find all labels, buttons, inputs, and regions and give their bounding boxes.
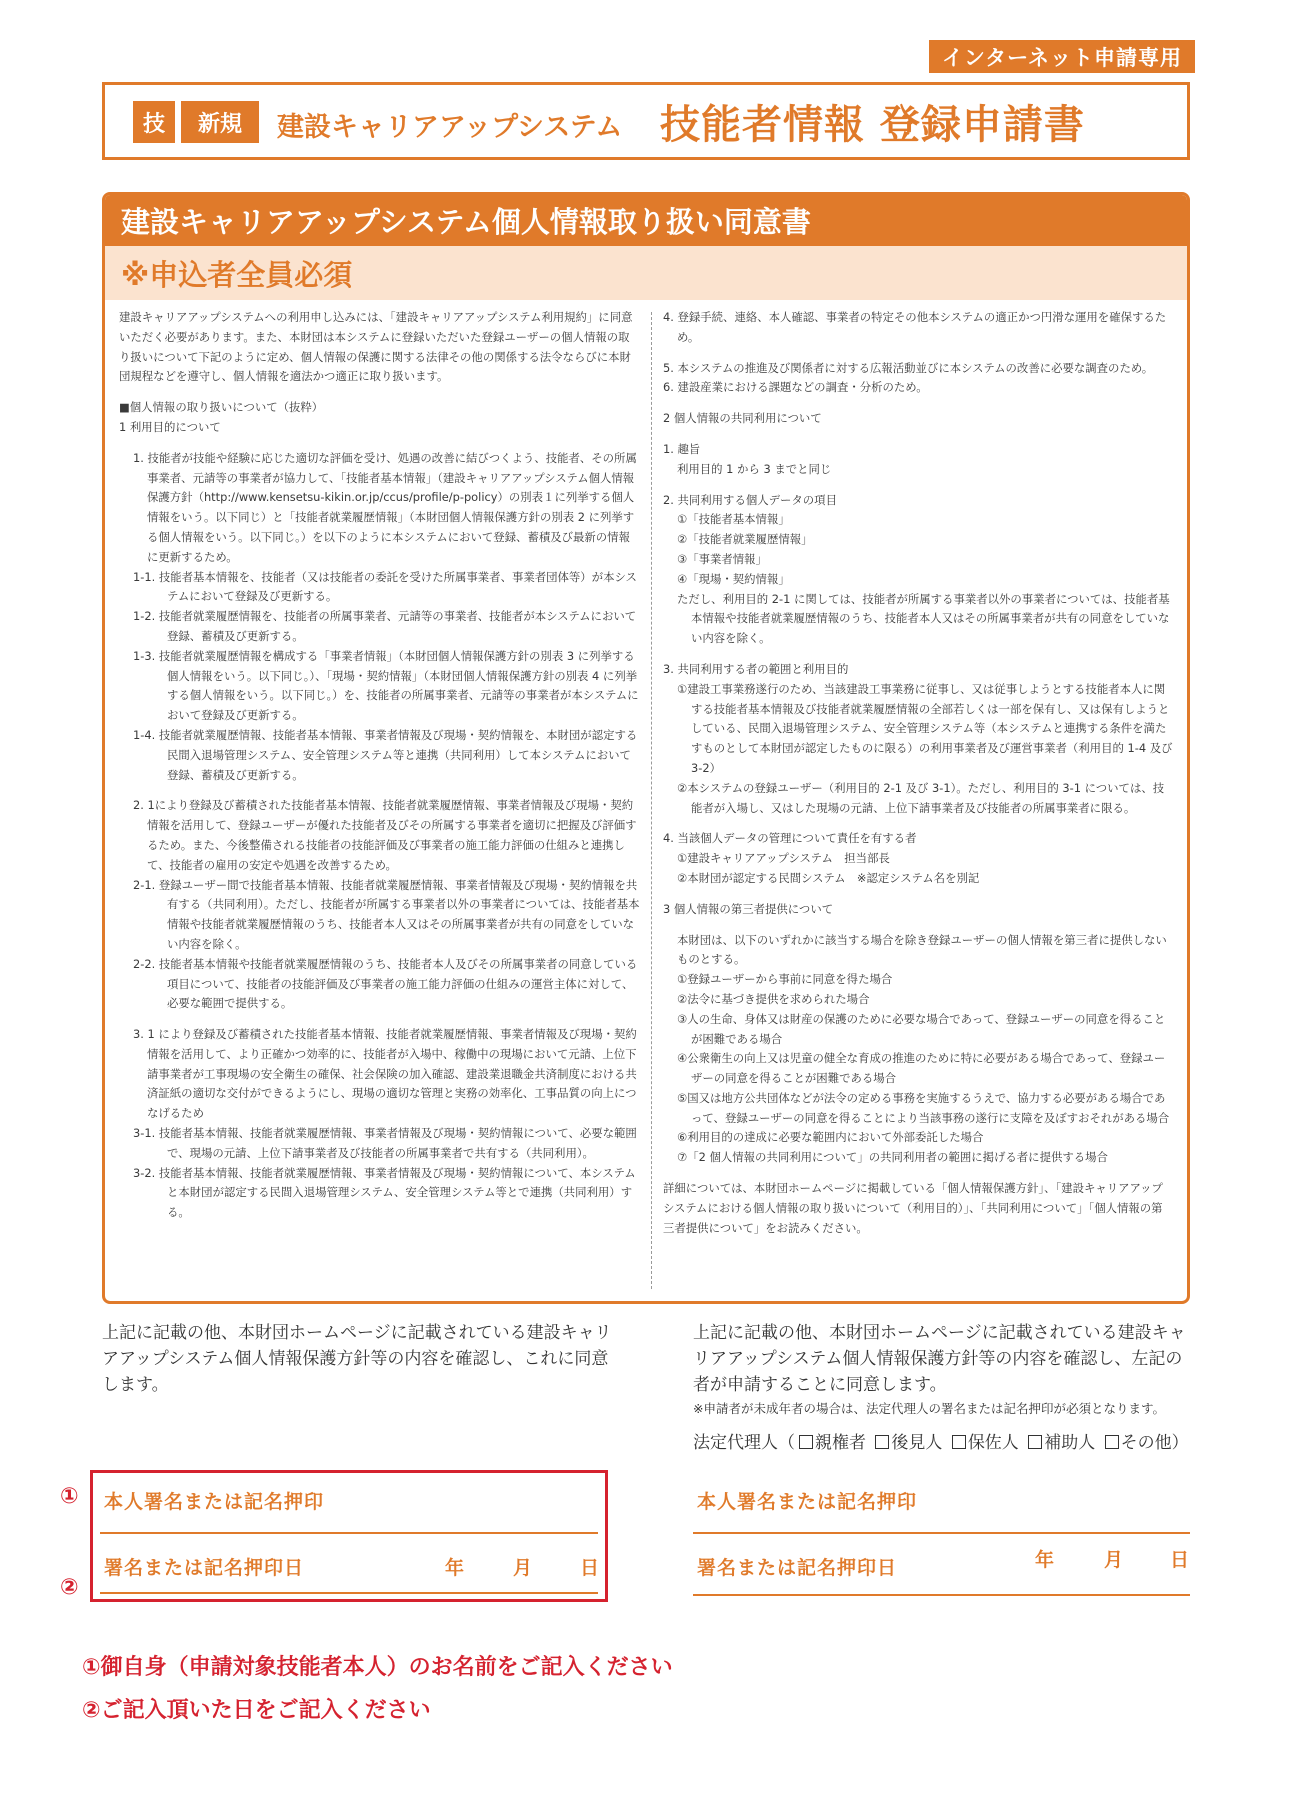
self-signature-line[interactable]: [100, 1532, 598, 1534]
paragraph-gap: [663, 480, 1173, 491]
new-badge: 新規: [181, 101, 259, 143]
paragraph-gap: [663, 1168, 1173, 1179]
guardian-option-other: その他）: [1120, 1433, 1189, 1453]
consent-paragraph: 3-1. 技能者基本情報、技能者就業履歴情報、事業者情報及び現場・契約情報について、必要な範囲で、現場の元請、上位下請事業者及び技能者の所属事業者で共有する（共同利用）。: [133, 1126, 637, 1160]
guardian-checkbox-curator[interactable]: [952, 1435, 966, 1449]
marker-2: ②: [60, 1575, 79, 1600]
guardian-checkbox-guardian[interactable]: [875, 1435, 889, 1449]
consent-paragraph: ①建設工事業務遂行のため、当該建設工事業務に従事し、又は従事しようとする技能者本人に関する技能者基本情報及び技能者就業履歴情報の全部若しくは一部を保有し、又は保有しようとしている、民間入退場管理システム、安全管理システム等（本システムと連携する条件を満たすものとして本財団が認定したものに限る）の利用事業者及び運営事業者（利用目的 1-4 及び 3-2）: [677, 681, 1173, 775]
consent-paragraph: 5. 本システムの推進及び関係者に対する広報活動並びに本システムの改善に必要な調査のため。: [663, 360, 1154, 375]
consent-paragraph: 1. 技能者が技能や経験に応じた適切な評価を受け、処遇の改善に結びつくよう、技能者、その所属事業者、元請等の事業者が協力して、「技能者基本情報」（建設キャリアアップシステム個人情報保護方針（http://www.kensetsu-kikin.or.jp/ccus/profile/p-policy）の別表１に列挙する個人情報をいう。以下同じ）と「技能者就業履歴情報」（本財団個人情報保護方針の別表 2 に列挙する個人情報をいう。以下同じ。）を以下のように本システムにおいて登録、蓄積及び最新の情報に更新するため。: [133, 450, 637, 564]
consent-body: [105, 300, 1187, 1301]
internet-only-tag: インターネット申請専用: [929, 40, 1195, 73]
paragraph-gap: [663, 818, 1173, 829]
self-date-label: 署名または記名押印日: [104, 1557, 305, 1579]
consent-paragraph: 2 個人情報の共同利用について: [663, 411, 822, 426]
consent-paragraph: ③人の生命、身体又は財産の保護のために必要な場合であって、登録ユーザーの同意を得ることが困難である場合: [677, 1011, 1166, 1046]
guardian-checkbox-other[interactable]: [1105, 1435, 1119, 1449]
skill-badge: 技: [133, 101, 175, 143]
paragraph-gap: [119, 387, 640, 398]
consent-paragraph: ②「技能者就業履歴情報」: [677, 532, 813, 547]
self-date-line[interactable]: [100, 1592, 598, 1594]
paragraph-gap: [119, 438, 640, 449]
consent-paragraph: 2. 共同利用する個人データの項目: [663, 492, 837, 507]
consent-paragraph: 2-2. 技能者基本情報や技能者就業履歴情報のうち、技能者本人及びその所属事業者の同意している項目について、技能者の技能評価及び事業者の施工能力評価の仕組みの運営主体に対して、必要な範囲で提供する。: [133, 956, 638, 1011]
consent-paragraph: 3 個人情報の第三者提供について: [663, 901, 834, 916]
consent-paragraph: ⑥利用目的の達成に必要な範囲内において外部委託した場合: [677, 1130, 984, 1145]
consent-subheading: ※申込者全員必須: [105, 246, 1187, 300]
paragraph-gap: [663, 920, 1173, 931]
system-name: 建設キャリアアップシステム: [277, 112, 623, 143]
paragraph-gap: [663, 429, 1173, 440]
guardian-label: 法定代理人（: [693, 1433, 795, 1453]
instruction-note-2: ②ご記入頂いた日をご記入ください: [82, 1698, 431, 1723]
guardian-option-parent: 親権者: [815, 1433, 866, 1453]
consent-paragraph: ④公衆衛生の向上又は児童の健全な育成の推進のために特に必要がある場合であって、登録ユーザーの同意を得ることが困難である場合: [677, 1051, 1166, 1086]
consent-right-column: [663, 308, 1173, 1238]
consent-paragraph: ①「技能者基本情報」: [677, 512, 790, 527]
column-divider: [651, 312, 652, 1289]
consent-paragraph: ④「現場・契約情報」: [677, 571, 790, 586]
consent-paragraph: 6. 建設産業における課題などの調査・分析のため。: [663, 380, 928, 395]
paragraph-gap: [663, 649, 1173, 660]
consent-paragraph: 1-3. 技能者就業履歴情報を構成する「事業者情報」（本財団個人情報保護方針の別表 3 に列挙する個人情報をいう。以下同じ。）、「現場・契約情報」（本財団個人情報保護方針の別表 4 に列挙する個人情報をいう。以下同じ。）を、技能者の所属事業者、元請等の事業者が本システムにおいて登録及び更新する。: [133, 648, 639, 723]
consent-paragraph: 3. 1 により登録及び蓄積された技能者基本情報、技能者就業履歴情報、事業者情報及び現場・契約情報を活用して、より正確かつ効率的に、技能者が入場中、稼働中の現場において元請、上位下請事業者が工事現場の安全衛生の確保、社会保険の加入確認、建設業退職金共済制度における共済証紙の適切な交付ができるようにし、現場の適切な管理と実務の効率化、工事品質の向上につなげるため: [133, 1027, 637, 1121]
guardian-date-line[interactable]: [693, 1594, 1190, 1596]
minor-note: ※申請者が未成年者の場合は、法定代理人の署名または記名押印が必須となります。: [693, 1401, 1165, 1416]
consent-heading: 建設キャリアアップシステム個人情報取り扱い同意書: [105, 195, 1187, 246]
marker-1: ①: [60, 1484, 79, 1509]
agreement-text-self: 上記に記載の他、本財団ホームページに記載されている建設キャリアアップシステム個人情報保護方針等の内容を確認し、これに同意します。: [102, 1323, 612, 1395]
consent-panel: [102, 192, 1190, 1304]
consent-paragraph: 本財団は、以下のいずれかに該当する場合を除き登録ユーザーの個人情報を第三者に提供しないものとする。: [677, 932, 1167, 967]
guardian-year-label: 年: [1035, 1549, 1055, 1571]
paragraph-gap: [663, 889, 1173, 900]
consent-paragraph: 3-2. 技能者基本情報、技能者就業履歴情報、事業者情報及び現場・契約情報について、本システムと本財団が認定する民間入退場管理システム、安全管理システム等とで連携（共同利用）する。: [133, 1165, 636, 1220]
consent-paragraph: 2-1. 登録ユーザー間で技能者基本情報、技能者就業履歴情報、事業者情報及び現場・契約情報を共有する（共同利用）。ただし、技能者が所属する事業者以外の事業者については、技能者基本情報や技能者就業履歴情報のうち、技能者本人又はその所属事業者が共有の同意をしていない内容を除く。: [133, 877, 640, 951]
consent-paragraph: 建設キャリアアップシステムへの利用申し込みには、「建設キャリアアップシステム利用規約」に同意いただく必要があります。また、本財団は本システムに登録いただいた登録ユーザーの個人情報の取り扱いについて下記のように定め、個人情報の保護に関する法律その他の関係する法令ならびに本財団規程などを遵守し、個人情報を適法かつ適正に取り扱います。: [119, 310, 633, 384]
instruction-note-1: ①御自身（申請対象技能者本人）のお名前をご記入ください: [82, 1655, 673, 1680]
self-year-label: 年: [445, 1557, 465, 1579]
consent-paragraph: ①登録ユーザーから事前に同意を得た場合: [677, 972, 893, 987]
consent-paragraph: 1-1. 技能者基本情報を、技能者（又は技能者の委託を受けた所属事業者、事業者団体等）が本システムにおいて登録及び更新する。: [133, 569, 637, 604]
consent-paragraph: ②本財団が認定する民間システム ※認定システム名を別記: [677, 870, 980, 885]
paragraph-gap: [663, 398, 1173, 409]
self-signature-label: 本人署名または記名押印: [104, 1491, 325, 1513]
consent-paragraph: ③「事業者情報」: [677, 551, 767, 566]
consent-paragraph: ②本システムの登録ユーザー（利用目的 2-1 及び 3-1）。ただし、利用目的 3-1 については、技能者が入場し、又はした現場の元請、上位下請事業者及び技能者の所属事業者に限る。: [677, 780, 1165, 815]
consent-paragraph: ⑤国又は地方公共団体などが法令の定める事務を実施するうえで、協力する必要がある場合であって、登録ユーザーの同意を得ることにより当該事務の遂行に支障を及ぼすおそれがある場合: [677, 1090, 1170, 1125]
self-day-label: 日: [580, 1557, 600, 1579]
guardian-date-label: 署名または記名押印日: [697, 1557, 898, 1579]
consent-paragraph: 1-2. 技能者就業履歴情報を、技能者の所属事業者、元請等の事業者、技能者が本システムにおいて登録、蓄積及び更新する。: [133, 609, 637, 643]
consent-paragraph: ②法令に基づき提供を求められた場合: [677, 991, 870, 1006]
title-box: [102, 82, 1190, 160]
paragraph-gap: [119, 1014, 640, 1025]
consent-left-column: [119, 308, 640, 1223]
consent-paragraph: 詳細については、本財団ホームページに掲載している「個人情報保護方針」、「建設キャリアアップシステムにおける個人情報の取り扱いについて（利用目的）」、「共同利用について」「個人情報の第三者提供について」をお読みください。: [663, 1181, 1163, 1235]
guardian-checkbox-assistant[interactable]: [1028, 1435, 1042, 1449]
consent-paragraph: ■個人情報の取り扱いについて（抜粋）: [119, 400, 324, 415]
consent-paragraph: 4. 登録手続、連絡、本人確認、事業者の特定その他本システムの適正かつ円滑な運用を確保するため。: [663, 310, 1167, 344]
guardian-day-label: 日: [1170, 1549, 1190, 1571]
guardian-options: [693, 1428, 1189, 1453]
guardian-month-label: 月: [1104, 1549, 1124, 1571]
consent-paragraph: 1 利用目的について: [119, 419, 221, 434]
consent-paragraph: ただし、利用目的 2-1 に関しては、技能者が所属する事業者以外の事業者については、技能者基本情報や技能者就業履歴情報のうち、技能者本人又はその所属事業者が共有の同意をしていない内容を除く。: [677, 591, 1170, 646]
guardian-option-guardian: 後見人: [891, 1433, 943, 1453]
consent-paragraph: ⑦「2 個人情報の共同利用について」の共同利用者の範囲に掲げる者に提供する場合: [677, 1150, 1108, 1165]
guardian-option-assistant: 補助人: [1044, 1433, 1096, 1453]
guardian-signature-line[interactable]: [693, 1532, 1190, 1534]
agreement-text-guardian: 上記に記載の他、本財団ホームページに記載されている建設キャリアアップシステム個人情報保護方針等の内容を確認し、左記の者が申請することに同意します。: [693, 1323, 1186, 1395]
consent-paragraph: 利用目的 1 から 3 までと同じ: [677, 461, 832, 476]
consent-paragraph: ①建設キャリアアップシステム 担当部長: [677, 851, 890, 866]
document-title: 技能者情報 登録申請書: [660, 102, 1085, 148]
consent-paragraph: 4. 当該個人データの管理について責任を有する者: [663, 831, 917, 846]
guardian-checkbox-parent[interactable]: [799, 1435, 813, 1449]
paragraph-gap: [663, 348, 1173, 359]
guardian-option-curator: 保佐人: [967, 1433, 1019, 1453]
guardian-signature-label: 本人署名または記名押印: [697, 1491, 918, 1513]
consent-paragraph: 1-4. 技能者就業履歴情報、技能者基本情報、事業者情報及び現場・契約情報を、本財団が認定する民間入退場管理システム、安全管理システム等と連携（共同利用）して本システムにおいて登録、蓄積及び更新する。: [133, 727, 638, 782]
self-month-label: 月: [513, 1557, 533, 1579]
consent-paragraph: 1. 趣旨: [663, 441, 701, 456]
paragraph-gap: [119, 785, 640, 796]
consent-paragraph: 3. 共同利用する者の範囲と利用目的: [663, 661, 849, 676]
consent-paragraph: 2. 1により登録及び蓄積された技能者基本情報、技能者就業履歴情報、事業者情報及び現場・契約情報を活用して、登録ユーザーが優れた技能者及びその所属する事業者を適切に把握及び評価するため。また、今後整備される技能者の技能評価及び事業者の施工能力評価の仕組みと連携して、技能者の雇用の安定や処遇を改善するため。: [133, 798, 637, 872]
